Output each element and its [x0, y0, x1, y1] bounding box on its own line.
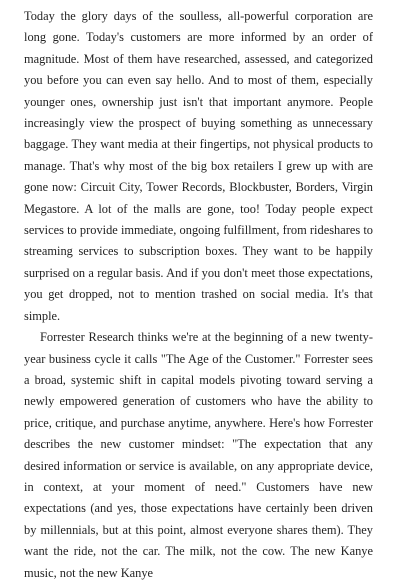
book-page [24, 6, 373, 580]
paragraph-2: Forrester Research thinks we're at the beginning of a new twenty-year business cycle it calls "The Age of the Customer." Forrester sees a broad, systemic shift in capital models pivoting toward serving a newly empowered generation of customers who have the ability to price, critique, and purchase anytime, anywhere. Here's how Forrester describes the new customer mindset: "The expectation that any desired information or service is available, on any appropriate device, in context, at your moment of need." Customers have new expectations (and yes, those expectations have certainly been driven by millennials, but at this point, almost everyone shares them). They want the ride, not the car. The milk, not the cow. The new Kanye music, not the new Kanye [24, 330, 373, 580]
paragraph-1: Today the glory days of the soulless, all-powerful corporation are long gone. Today's customers are more informed by an order of magnitude. Most of them have researched, assessed, and categorized you before you can even say hello. And to most of them, especially younger ones, ownership just isn't that important anymore. People increasingly view the prospect of buying something as unnecessary baggage. They want media at their fingertips, not physical products to manage. That's why most of the big box retailers I grew up with are gone now: Circuit City, Tower Records, Blockbuster, Borders, Virgin Megastore. A lot of the malls are gone, too! Today people expect services to provide immediate, ongoing fulfillment, from rideshares to streaming services to subscription boxes. They want to be happily surprised on a regular basis. And if you don't meet those expectations, you get dropped, not to mention trashed on social media. It's that simple. [24, 9, 373, 323]
